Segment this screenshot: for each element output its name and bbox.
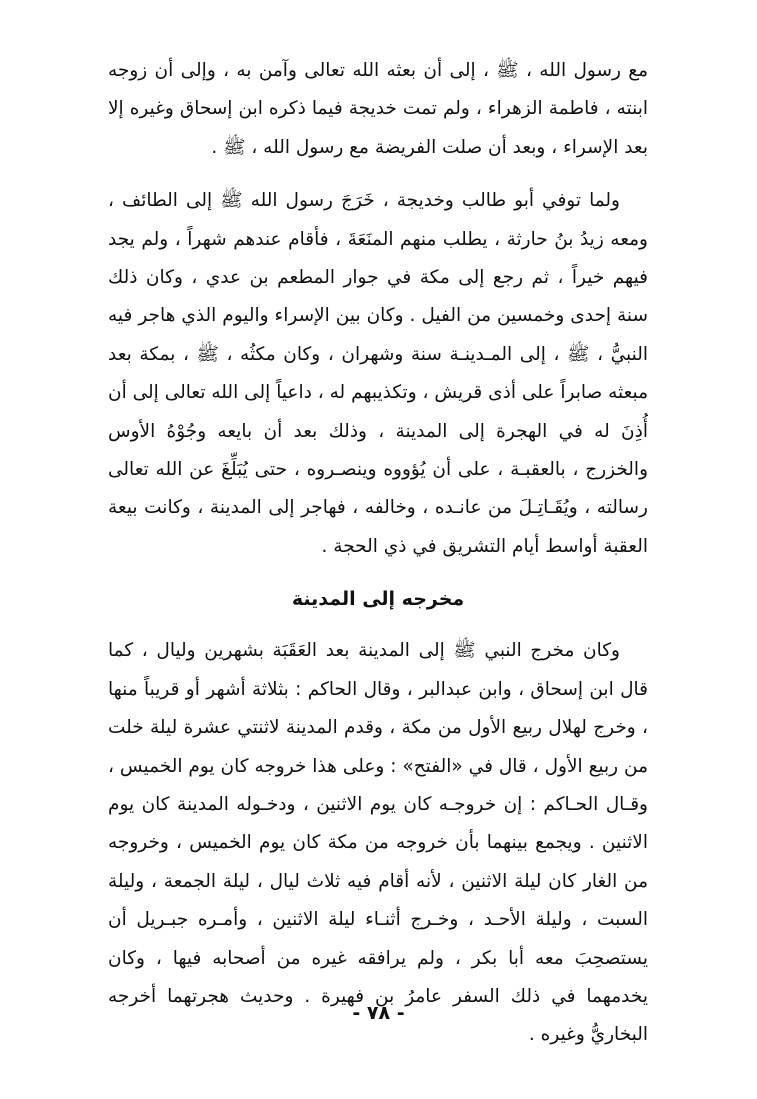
paragraph-3: وكان مخرج النبي ﷺ إلى المدينة بعد العَقَبَة بشهرين وليال ، كما قال ابن إسحاق ، وابن عبدالبر ، وقال الحاكم : بثلاثة أشهر أو قريباً منها ، وخرج لهلال ربيع الأول من مكة ، وقدم المدينة لاثنتي عشرة ليلة خلت من ربيع الأول ، قال في «الفتح» : وعلى هذا خروجه كان يوم الخميس ، وقـال الحـاكم : إن خروجـه كان يوم الاثنين ، ودخـوله المدينة كان يوم الاثنين . ويجمع بينهما بأن خروجه من مكة كان يوم الخميس ، وخروجه من الغار كان ليلة الاثنين ، لأنه أقام فيه ثلاث ليال ، ليلة الجمعة ، وليلة السبت ، وليلة الأحـد ، وخـرج أثنـاء ليلة الاثنين ، وأمـره جبـريل أن يستصحِبَ معه أبا بكر ، ولم يرافقه غيره من أصحابه فيها ، وكان يخدمهما في ذلك السفر عامرُ بن فهيرة . وحديث هجرتهما أخرجه البخاريُّ وغيره .	[108, 640, 648, 1046]
page-body	[108, 52, 648, 1055]
paragraph-2: ولما توفي أبو طالب وخديجة ، خَرَجَ رسول الله ﷺ إلى الطائف ، ومعه زيدُ بنُ حارثة ، يطلب منهم المنَعَةَ ، فأقام عندهم شهراً ، ولم يجد فيهم خيراً ، ثم رجع إلى مكة في جوار المطعم بن عدي ، وكان ذلك سنة إحدى وخمسين من الفيل . وكان بين الإسراء واليوم الذي هاجر فيه النبيُّ ، ﷺ ، إلى المـدينـة سنة وشهران ، وكان مكثُه ، ﷺ ، بمكة بعد مبعثه صابراً على أذى قريش ، وتكذيبهم له ، داعياً إلى الله تعالى إلى أن أُذِنَ له في الهجرة إلى المدينة ، وذلك بعد أن بايعه وجُوْهُ الأوس والخزرج ، بالعقبـة ، على أن يُؤووه وينصـروه ، حتى يُبَلِّغَ عن الله تعالى رسالته ، ويُقَـاتِـلَ من عانـده ، وخالفه ، فهاجر إلى المدينة ، وكانت بيعة العقبة أواسط أيام التشريق في ذي الحجة .	[108, 190, 648, 557]
page-number: - ٧٨ -	[352, 1002, 405, 1024]
section-heading: مخرجه إلى المدينة	[291, 588, 465, 611]
paragraph-1: مع رسول الله ، ﷺ ، إلى أن بعثه الله تعالى وآمن به ، وإلى أن زوجه ابنته ، فاطمة الزهراء ، ولم تمت خديجة فيما ذكره ابن إسحاق وغيره إلا بعد الإسراء ، وبعد أن صلت الفريضة مع رسول الله ، ﷺ .	[108, 60, 648, 158]
